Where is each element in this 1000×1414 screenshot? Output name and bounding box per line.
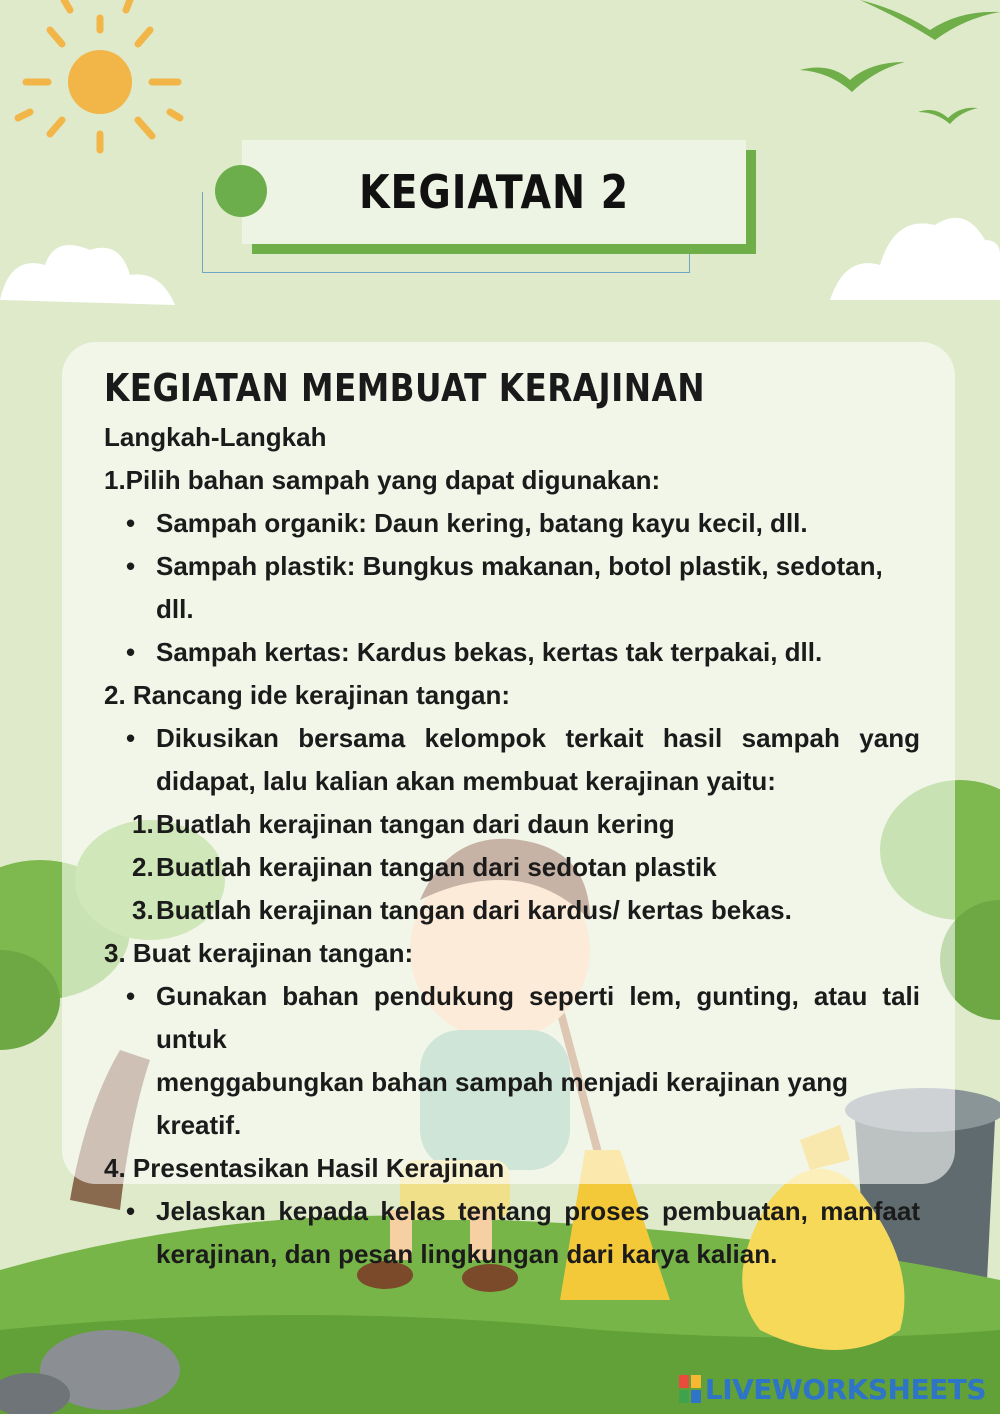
title-dot-icon <box>215 165 267 217</box>
step2-bullet-line: didapat, lalu kalian akan membuat kerajinan yaitu: <box>156 766 776 796</box>
option-text: Buatlah kerajinan tangan dari daun kering <box>156 809 675 839</box>
subheading: Langkah-Langkah <box>104 422 327 452</box>
step4-title: 4. Presentasikan Hasil Kerajinan <box>104 1153 505 1183</box>
step3-title: 3. Buat kerajinan tangan: <box>104 938 414 968</box>
option-number: 1. <box>132 809 154 839</box>
watermark-text: LIVEWORKSHEETS <box>704 1372 986 1406</box>
step1-title: 1.Pilih bahan sampah yang dapat digunakan: <box>104 465 661 495</box>
step2-bullet-line: • Dikusikan bersama kelompok terkait hasil sampah yang <box>104 717 920 760</box>
liveworksheets-logo-icon <box>679 1375 701 1403</box>
step2-title: 2. Rancang ide kerajinan tangan: <box>104 680 510 710</box>
option-text: Buatlah kerajinan tangan dari kardus/ kertas bekas. <box>156 895 792 925</box>
step4-bullet-line: kerajinan, dan pesan lingkungan dari karya kalian. <box>156 1239 778 1269</box>
step2-option <box>104 803 920 846</box>
section-heading: KEGIATAN MEMBUAT KERAJINAN <box>104 366 705 410</box>
option-number: 3. <box>132 895 154 925</box>
content-body <box>104 360 920 1276</box>
step1-bullet: • Sampah organik: Daun kering, batang kayu kecil, dll. <box>104 502 920 545</box>
step3-bullet-line: • Gunakan bahan pendukung seperti lem, gunting, atau tali untuk <box>104 975 920 1061</box>
option-number: 2. <box>132 852 154 882</box>
step4-bullet-line: • Jelaskan kepada kelas tentang proses pembuatan, manfaat <box>104 1190 920 1233</box>
step1-bullet: • Sampah kertas: Kardus bekas, kertas tak terpakai, dll. <box>104 631 920 674</box>
step2-option <box>104 846 920 889</box>
step3-bullet-line: menggabungkan bahan sampah menjadi kerajinan yang kreatif. <box>156 1067 849 1140</box>
step2-option <box>104 889 920 932</box>
option-text: Buatlah kerajinan tangan dari sedotan plastik <box>156 852 717 882</box>
step1-bullet: • Sampah plastik: Bungkus makanan, botol plastik, sedotan, dll. <box>104 545 920 631</box>
liveworksheets-watermark[interactable] <box>679 1372 986 1406</box>
page-title: KEGIATAN 2 <box>359 165 629 219</box>
